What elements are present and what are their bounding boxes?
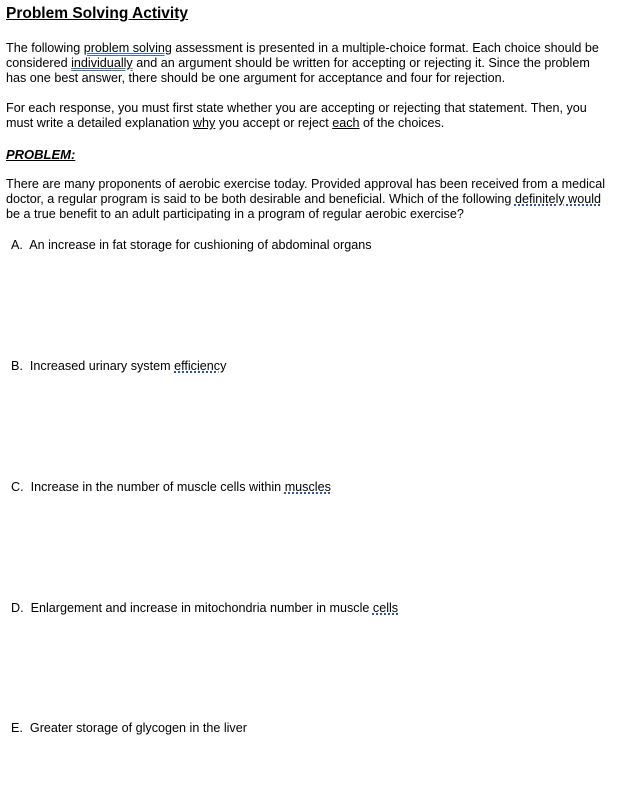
choice-text: Increase in the number of muscle cells within [30, 480, 285, 494]
intro-text: and an argument should be written for accepting or rejecting it. Since the problem has one best answer, there should be one argument for acceptance and four for rejection. [6, 56, 590, 85]
intro-text: assessment is presented in a multiple-choice format. Each choice should be considered [6, 41, 599, 70]
choice-letter: E. [11, 721, 23, 735]
grammar-flag-individually[interactable]: individually [71, 56, 133, 70]
intro-paragraph-1 [6, 41, 612, 86]
choice-a [11, 238, 372, 253]
grammar-flag-efficiency[interactable]: efficiency [174, 359, 227, 373]
intro-text: The following [6, 41, 84, 55]
intro-text: For each response, you must first state whether you are accepting or rejecting that statement. Then, you must write a detailed explanation [6, 101, 587, 130]
grammar-flag-problem-solving[interactable]: problem solving [83, 41, 172, 55]
choice-text: Enlargement and increase in mitochondria number in muscle [30, 601, 373, 615]
choice-e [11, 721, 247, 736]
choice-d [11, 601, 398, 616]
choice-c [11, 480, 331, 495]
problem-paragraph [6, 177, 612, 222]
emphasis-each: each [332, 116, 360, 130]
intro-text: you accept or reject [215, 116, 333, 130]
emphasis-why: why [192, 116, 216, 130]
choice-text: Greater storage of glycogen in the liver [29, 721, 247, 735]
choice-b [11, 359, 226, 374]
choice-letter: A. [11, 238, 23, 252]
intro-paragraph-2 [6, 101, 612, 131]
problem-text: be a true benefit to an adult participating in a program of regular aerobic exercise? [6, 207, 464, 221]
choice-text: An increase in fat storage for cushioning of abdominal organs [29, 238, 372, 252]
grammar-flag-cells[interactable]: cells [372, 601, 399, 615]
choice-text: Increased urinary system [29, 359, 175, 373]
problem-heading: PROBLEM: [6, 147, 76, 162]
choice-letter: D. [11, 601, 24, 615]
choice-letter: B. [11, 359, 23, 373]
problem-text: There are many proponents of aerobic exercise today. Provided approval has been received from a medical doctor, a regular program is said to be both desirable and beneficial. Which of the following [6, 177, 605, 206]
grammar-flag-definitely-would[interactable]: definitely would [514, 192, 602, 206]
page-title: Problem Solving Activity [6, 5, 189, 22]
grammar-flag-muscles[interactable]: muscles [284, 480, 331, 494]
choice-letter: C. [11, 480, 24, 494]
intro-text: of the choices. [359, 116, 445, 130]
